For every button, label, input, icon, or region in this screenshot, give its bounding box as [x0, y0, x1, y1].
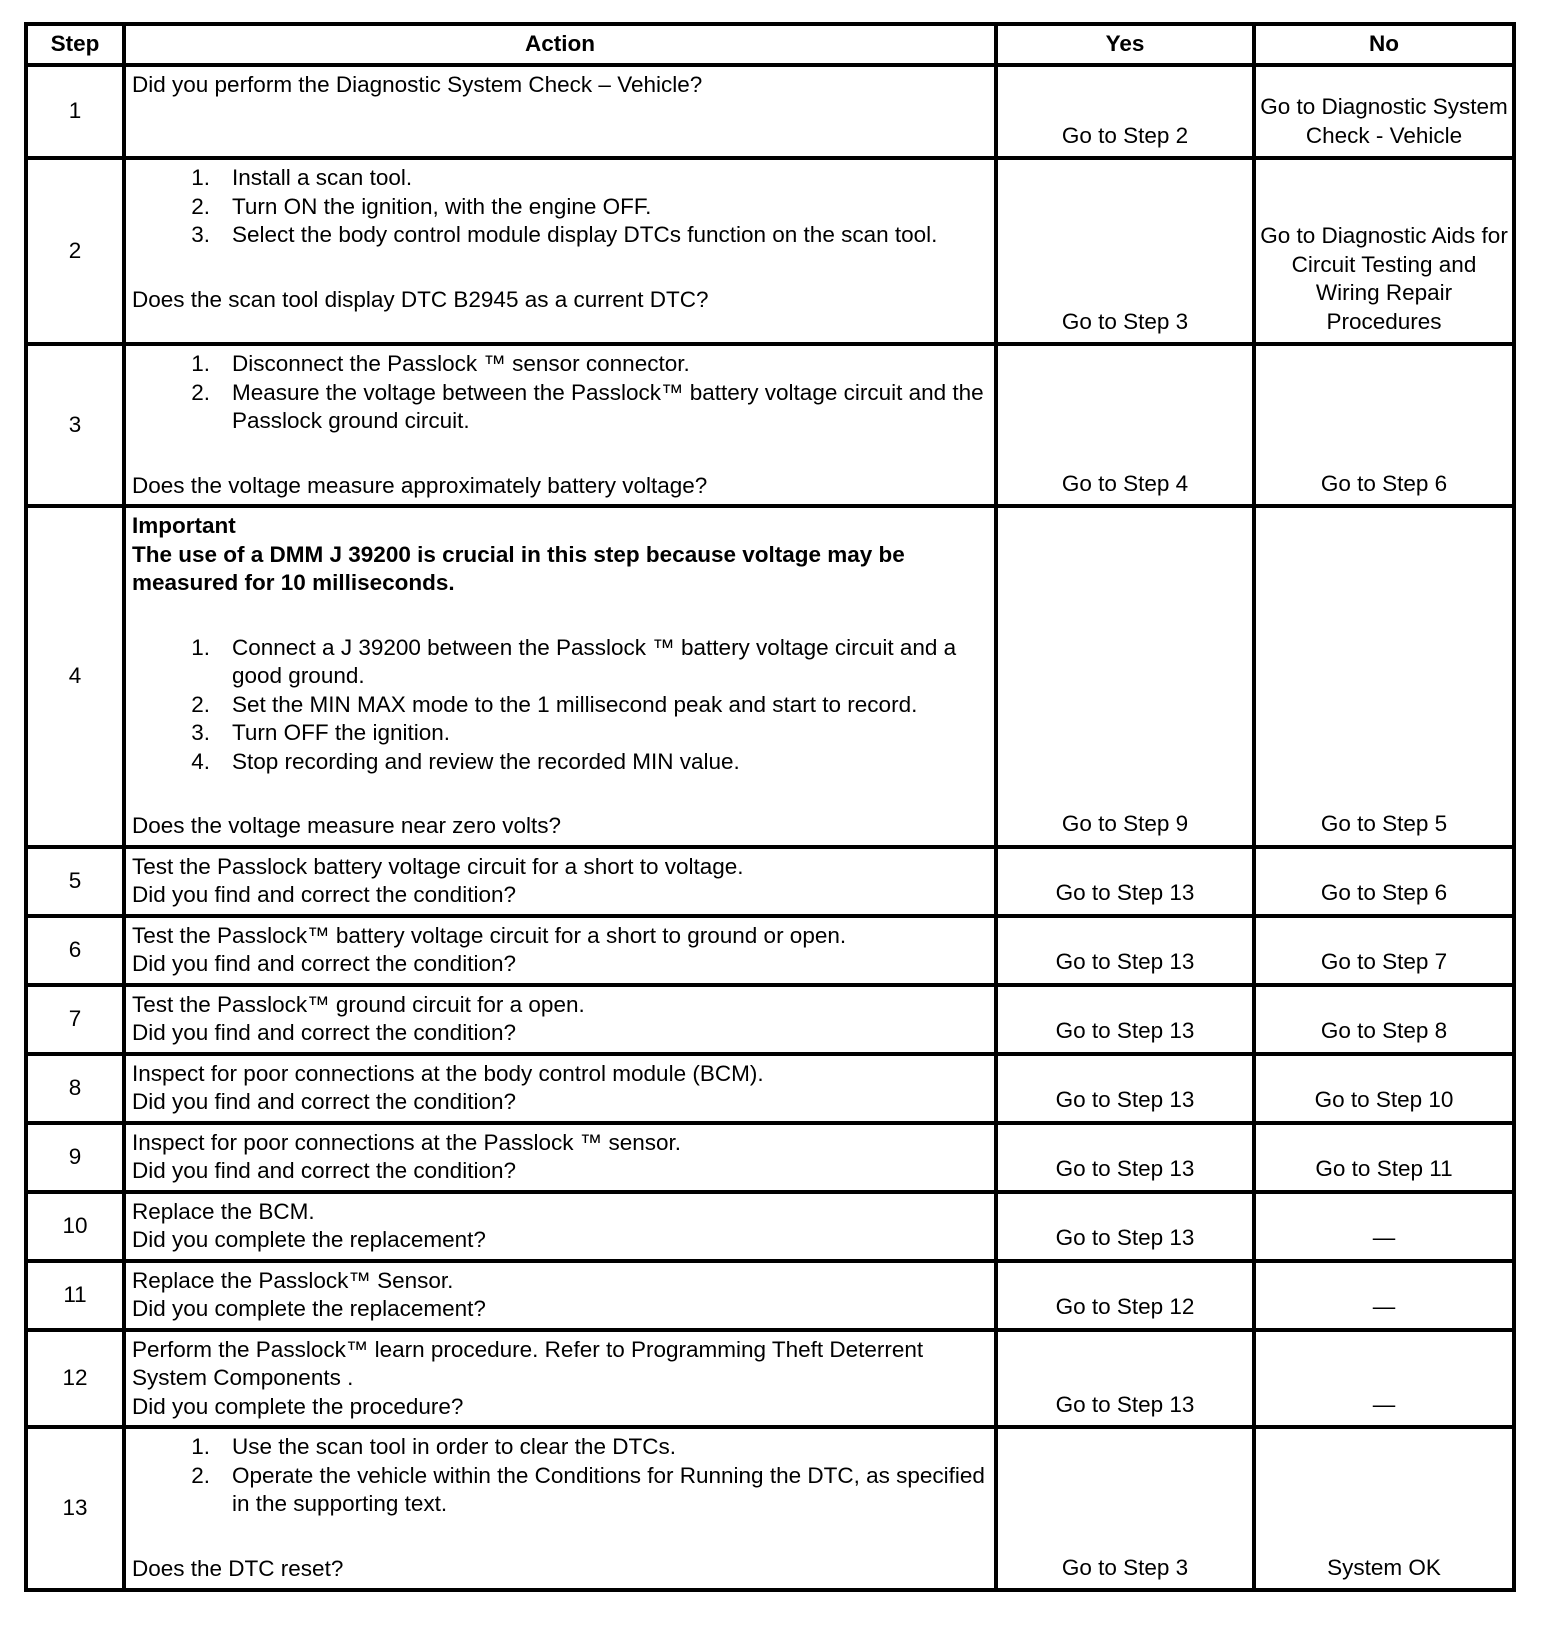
step-number: 2 — [26, 158, 124, 344]
item-number: 2. — [191, 691, 210, 717]
item-text: Turn OFF the ignition. — [232, 720, 451, 745]
step-number: 7 — [26, 985, 124, 1054]
yes-cell: Go to Step 2 — [996, 65, 1254, 158]
item-number: 3. — [191, 222, 210, 247]
item-number: 1. — [191, 1434, 210, 1459]
list-item — [132, 379, 986, 436]
step-number: 3 — [26, 344, 124, 506]
table-row — [26, 1054, 1514, 1123]
item-number: 3. — [191, 720, 210, 745]
action-text: Did you perform the Diagnostic System Check – Vehicle? — [132, 72, 703, 97]
action-text: Perform the Passlock™ learn procedure. Refer to Programming Theft Deterrent System Components . — [132, 1336, 924, 1390]
action-text: Test the Passlock™ ground circuit for a open. — [132, 991, 585, 1017]
no-cell: Go to Diagnostic System Check - Vehicle — [1254, 65, 1514, 158]
table-row — [26, 1261, 1514, 1330]
table-row — [26, 344, 1514, 506]
list-item — [132, 193, 986, 222]
no-cell: Go to Step 8 — [1254, 985, 1514, 1054]
header-yes: Yes — [996, 24, 1254, 65]
no-cell: — — [1254, 1330, 1514, 1428]
item-text: Set the MIN MAX mode to the 1 millisecond peak and start to record. — [232, 691, 918, 717]
step-number: 1 — [26, 65, 124, 158]
step-question: Did you find and correct the condition? — [132, 882, 516, 907]
no-cell: Go to Step 6 — [1254, 344, 1514, 506]
action-text: Inspect for poor connections at the body control module (BCM). — [132, 1060, 764, 1086]
action-cell — [124, 65, 996, 158]
item-number: 2. — [191, 1462, 210, 1488]
header-step: Step — [26, 24, 124, 65]
no-cell: Go to Step 6 — [1254, 847, 1514, 916]
action-cell — [124, 344, 996, 506]
step-question: Did you complete the replacement? — [132, 1227, 486, 1252]
yes-cell: Go to Step 13 — [996, 1330, 1254, 1428]
action-text: Test the Passlock battery voltage circuit for a short to voltage. — [132, 853, 744, 879]
step-number: 6 — [26, 916, 124, 985]
step-question: Does the scan tool display DTC B2945 as a current DTC? — [132, 286, 709, 312]
header-action: Action — [124, 24, 996, 65]
item-text: Install a scan tool. — [232, 165, 413, 190]
yes-cell: Go to Step 3 — [996, 158, 1254, 344]
item-number: 4. — [191, 748, 210, 774]
action-text: Inspect for poor connections at the Passlock ™ sensor. — [132, 1129, 682, 1155]
step-number: 5 — [26, 847, 124, 916]
item-text: Stop recording and review the recorded MIN value. — [232, 748, 740, 774]
yes-cell: Go to Step 13 — [996, 1054, 1254, 1123]
step-number: 8 — [26, 1054, 124, 1123]
item-number: 2. — [191, 379, 210, 405]
diagnostic-table — [24, 22, 1516, 1592]
no-cell: System OK — [1254, 1427, 1514, 1590]
step-question: Did you complete the procedure? — [132, 1393, 464, 1419]
yes-cell: Go to Step 13 — [996, 916, 1254, 985]
list-item — [132, 634, 986, 691]
step-number: 4 — [26, 506, 124, 847]
action-cell — [124, 916, 996, 985]
step-question: Did you find and correct the condition? — [132, 1020, 516, 1045]
list-item — [132, 1433, 986, 1462]
action-cell — [124, 1192, 996, 1261]
table-row — [26, 158, 1514, 344]
action-cell — [124, 1330, 996, 1428]
no-cell: Go to Diagnostic Aids for Circuit Testing and Wiring Repair Procedures — [1254, 158, 1514, 344]
step-question: Did you find and correct the condition? — [132, 1089, 516, 1114]
no-cell: — — [1254, 1192, 1514, 1261]
procedure-list — [132, 350, 986, 436]
item-text: Disconnect the Passlock ™ sensor connector. — [232, 351, 690, 376]
item-text: Connect a J 39200 between the Passlock ™ battery voltage circuit and a good ground. — [232, 634, 957, 688]
action-cell — [124, 1261, 996, 1330]
header-row — [26, 24, 1514, 65]
important-title: Important — [132, 513, 236, 538]
item-text: Turn ON the ignition, with the engine OFF. — [232, 193, 652, 219]
list-item — [132, 221, 986, 250]
no-cell: — — [1254, 1261, 1514, 1330]
item-text: Select the body control module display DTCs function on the scan tool. — [232, 222, 938, 247]
yes-cell: Go to Step 13 — [996, 985, 1254, 1054]
yes-cell: Go to Step 12 — [996, 1261, 1254, 1330]
yes-cell: Go to Step 13 — [996, 1123, 1254, 1192]
action-cell — [124, 158, 996, 344]
action-cell — [124, 506, 996, 847]
action-cell — [124, 985, 996, 1054]
action-cell — [124, 1123, 996, 1192]
step-question: Did you find and correct the condition? — [132, 1158, 516, 1183]
step-number: 10 — [26, 1192, 124, 1261]
item-number: 1. — [191, 351, 210, 376]
yes-cell: Go to Step 13 — [996, 1192, 1254, 1261]
procedure-list — [132, 1433, 986, 1519]
yes-cell: Go to Step 9 — [996, 506, 1254, 847]
action-text: Replace the BCM. — [132, 1198, 315, 1224]
table-row — [26, 1123, 1514, 1192]
step-number: 9 — [26, 1123, 124, 1192]
step-number: 11 — [26, 1261, 124, 1330]
procedure-list — [132, 634, 986, 777]
step-number: 13 — [26, 1427, 124, 1590]
table-row — [26, 65, 1514, 158]
action-text: Replace the Passlock™ Sensor. — [132, 1267, 454, 1293]
yes-cell: Go to Step 3 — [996, 1427, 1254, 1590]
item-text: Use the scan tool in order to clear the DTCs. — [232, 1434, 676, 1459]
yes-cell: Go to Step 13 — [996, 847, 1254, 916]
yes-cell: Go to Step 4 — [996, 344, 1254, 506]
step-question: Does the DTC reset? — [132, 1555, 344, 1581]
item-number: 1. — [191, 165, 210, 190]
list-item — [132, 350, 986, 379]
no-cell: Go to Step 5 — [1254, 506, 1514, 847]
list-item — [132, 748, 986, 777]
step-question: Did you complete the replacement? — [132, 1296, 486, 1321]
no-cell: Go to Step 10 — [1254, 1054, 1514, 1123]
important-note: The use of a DMM J 39200 is crucial in this step because voltage may be measured for 10 milliseconds. — [132, 541, 905, 595]
step-question: Does the voltage measure approximately battery voltage? — [132, 472, 708, 498]
no-cell: Go to Step 11 — [1254, 1123, 1514, 1192]
step-question: Did you find and correct the condition? — [132, 951, 516, 976]
table-row — [26, 847, 1514, 916]
action-cell — [124, 1427, 996, 1590]
header-no: No — [1254, 24, 1514, 65]
action-text: Test the Passlock™ battery voltage circuit for a short to ground or open. — [132, 922, 847, 948]
table-row — [26, 1192, 1514, 1261]
list-item — [132, 164, 986, 193]
item-number: 2. — [191, 193, 210, 219]
action-cell — [124, 1054, 996, 1123]
table-row — [26, 916, 1514, 985]
list-item — [132, 691, 986, 720]
item-text: Measure the voltage between the Passlock™ battery voltage circuit and the Passlock ground circuit. — [232, 379, 984, 433]
table-row — [26, 1427, 1514, 1590]
list-item — [132, 719, 986, 748]
no-cell: Go to Step 7 — [1254, 916, 1514, 985]
action-cell — [124, 847, 996, 916]
list-item — [132, 1462, 986, 1519]
table-row — [26, 1330, 1514, 1428]
step-question: Does the voltage measure near zero volts? — [132, 813, 561, 838]
step-number: 12 — [26, 1330, 124, 1428]
procedure-list — [132, 164, 986, 250]
item-text: Operate the vehicle within the Conditions for Running the DTC, as specified in the supporting text. — [232, 1462, 985, 1516]
item-number: 1. — [191, 634, 210, 660]
table-row — [26, 506, 1514, 847]
table-row — [26, 985, 1514, 1054]
